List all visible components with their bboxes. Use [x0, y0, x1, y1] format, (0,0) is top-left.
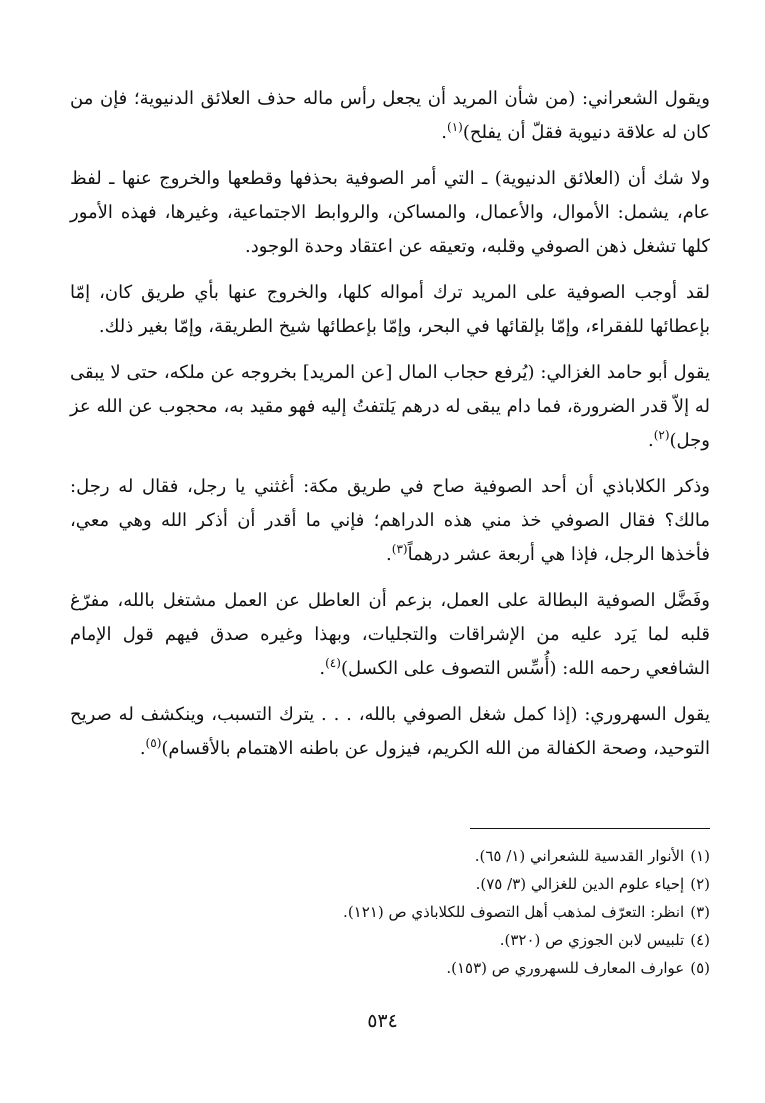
footnote-number: (١) [690, 847, 710, 865]
footnote-ref[interactable]: (٥) [145, 736, 162, 750]
footnote-text: انظر: التعرّف لمذهب أهل التصوف للكلاباذي ص (١٢١). [343, 903, 685, 921]
footnote-item [70, 870, 710, 898]
footnote-separator [470, 828, 710, 829]
footnote-text: الأنوار القدسية للشعراني (١/ ٦٥). [474, 847, 685, 865]
footnote-ref[interactable]: (٤) [325, 656, 341, 670]
paragraph-kalabadhi-story [70, 470, 710, 572]
paragraph-tail: . [319, 658, 326, 679]
paragraph-tail: . [386, 544, 392, 565]
footnote-text: عوارف المعارف للسهروري ص (١٥٣). [446, 959, 685, 977]
footnote-item [70, 954, 710, 982]
paragraph-text: ولا شك أن (العلائق الدنيوية) ـ التي أمر الصوفية بحذفها وقطعها والخروج عنها ـ لفظ عام، يشمل: الأموال، والأعمال، والمساكن، والروابط الاجتماعية، وغيرها، فهذه الأمور كلها تشغل ذهن الصوفي وقلبه، وتعيقه عن اعتقاد وحدة الوجود. [70, 168, 710, 257]
footnote-ref[interactable]: (٢) [653, 428, 670, 442]
paragraph-idleness [70, 584, 710, 686]
footnote-number: (٣) [690, 903, 710, 921]
paragraph-text: ويقول الشعراني: (من شأن المريد أن يجعل رأس ماله حذف العلائق الدنيوية؛ فإن من كان له علاقة دنيوية فقلّ أن يفلح) [70, 88, 710, 143]
footnote-number: (٢) [690, 875, 710, 893]
paragraph-sharani-quote [70, 82, 710, 150]
footnote-number: (٥) [690, 959, 710, 977]
paragraph-tail: . [139, 738, 146, 759]
paragraph-wealth-renunciation [70, 276, 710, 344]
paragraph-tail: . [647, 430, 654, 451]
paragraph-tail: . [441, 122, 447, 143]
page-number: ٥٣٤ [367, 1010, 398, 1032]
footnote-text: تلبيس لابن الجوزي ص (٣٢٠). [499, 931, 685, 949]
page-body [70, 82, 710, 778]
footnote-ref[interactable]: (١) [447, 120, 463, 134]
footnote-item [70, 926, 710, 954]
paragraph-suhrawardi-quote [70, 698, 710, 766]
paragraph-ghazali-quote [70, 356, 710, 458]
footnote-text: إحياء علوم الدين للغزالي (٣/ ٧٥). [475, 875, 685, 893]
paragraph-text: يقول أبو حامد الغزالي: (يُرفع حجاب المال [عن المريد] بخروجه عن ملكه، حتى لا يبقى له إلاّ قدر الضرورة، فما دام يبقى له درهم يَلتفتُ إليه فهو مقيد به، محجوب عن الله عز وجل) [70, 362, 710, 451]
footnote-item [70, 842, 710, 870]
footnote-ref[interactable]: (٣) [391, 542, 408, 556]
footnotes-list [70, 842, 710, 982]
footnote-item [70, 898, 710, 926]
paragraph-text: لقد أوجب الصوفية على المريد ترك أمواله كلها، والخروج عنها بأي طريق كان، إمّا بإعطائها للفقراء، وإمّا بإلقائها في البحر، وإمّا بإعطائها شيخ الطريقة، وإمّا بغير ذلك. [70, 282, 710, 337]
paragraph-text: يقول السهروري: (إذا كمل شغل الصوفي بالله، . . . يترك التسبب، وينكشف له صريح التوحيد، وصحة الكفالة من الله الكريم، فيزول عن باطنه الاهتمام بالأقسام) [70, 704, 710, 759]
footnote-number: (٤) [690, 931, 710, 949]
paragraph-text: وذكر الكلاباذي أن أحد الصوفية صاح في طريق مكة: أغثني يا رجل، فقال له رجل: مالك؟ فقال الصوفي خذ مني هذه الدراهم؛ فإني ما أقدر أن أذكر الله وهي معي، فأخذها الرجل، فإذا هي أربعة عشر درهماً [70, 476, 710, 565]
paragraph-worldly-attachments [70, 162, 710, 264]
paragraph-text: وفَضَّل الصوفية البطالة على العمل، بزعم أن العاطل عن العمل مشتغل بالله، مفرّغ قلبه لما يَرد عليه من الإشراقات والتجليات، وبهذا وغيره صدق فيهم قول الإمام الشافعي رحمه الله: (أُسِّس التصوف على الكسل) [70, 590, 710, 679]
